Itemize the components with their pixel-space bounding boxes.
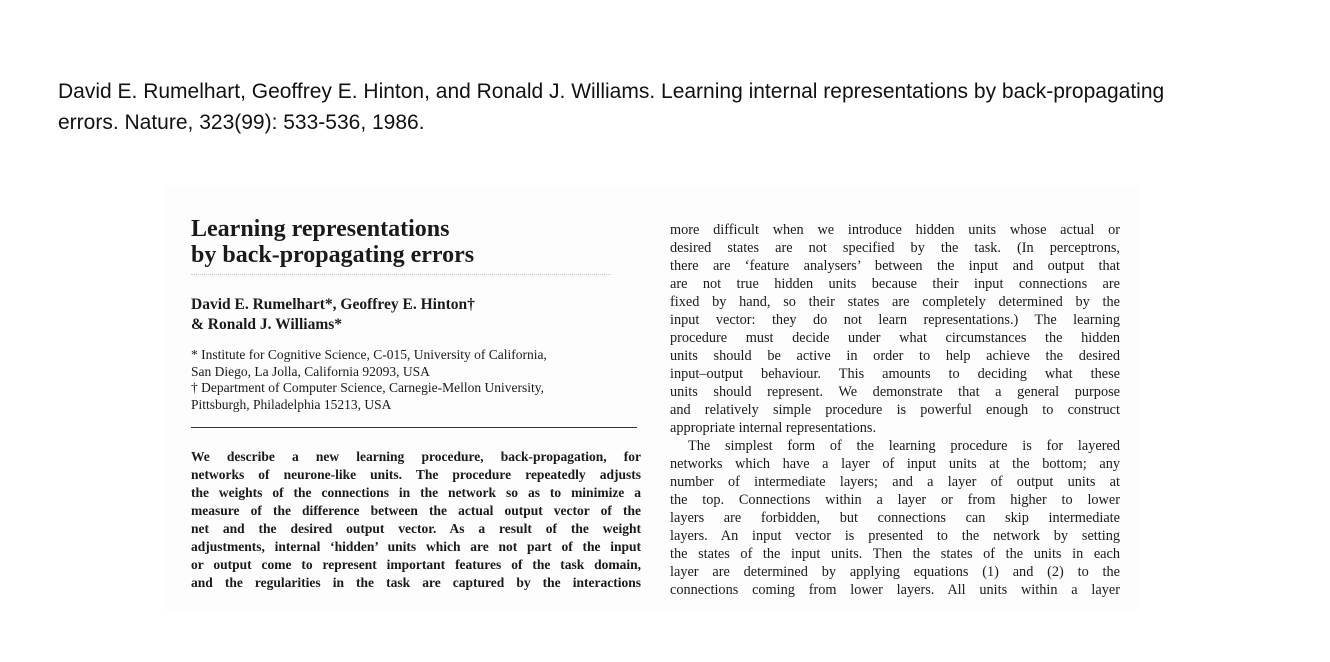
body-line: layer are determined by applying equations (1) and (2) to the (670, 564, 1120, 580)
body-line: the top. Connections within a layer or from higher to lower (670, 492, 1120, 508)
body-line: procedure must decide under what circumstances the hidden (670, 330, 1120, 346)
body-line: appropriate internal representations. (670, 420, 877, 436)
body-line: networks which have a layer of input units at the bottom; any (670, 456, 1120, 472)
left-column (191, 216, 641, 592)
body-line: input vector: they do not learn representations.) The learning (670, 312, 1120, 328)
section-divider (191, 427, 637, 428)
affiliation-line: † Department of Computer Science, Carnegie-Mellon University, (191, 380, 545, 395)
body-line: units should be active in order to help achieve the desired (670, 348, 1120, 364)
abstract-line: the weights of the connections in the network so as to minimize a (191, 485, 641, 500)
citation-line: David E. Rumelhart, Geoffrey E. Hinton, and Ronald J. Williams. Learning internal representations by back-propagating (58, 80, 1165, 103)
title-line: by back-propagating errors (191, 242, 475, 268)
abstract-line: measure of the difference between the actual output vector of the (191, 503, 641, 518)
body-line: and relatively simple procedure is powerful enough to construct (670, 402, 1120, 418)
abstract-line: net and the desired output vector. As a result of the weight (191, 521, 641, 536)
body-line: layers. An input vector is presented to the network by setting (670, 528, 1120, 544)
affiliation-line: Pittsburgh, Philadelphia 15213, USA (191, 396, 392, 412)
abstract-line: We describe a new learning procedure, back-propagation, for (191, 449, 641, 464)
body-line: The simplest form of the learning procedure is for layered (688, 438, 1120, 454)
body-line: desired states are not specified by the task. (In perceptrons, (670, 240, 1120, 256)
body-line: more difficult when we introduce hidden units whose actual or (670, 222, 1120, 238)
body-line: there are ‘feature analysers’ between the input and output that (670, 258, 1120, 274)
title-rule (191, 274, 611, 275)
body-line: layers are forbidden, but connections can skip intermediate (670, 510, 1120, 526)
right-column (670, 221, 1120, 599)
abstract-line: and the regularities in the task are captured by the interactions (191, 575, 641, 590)
abstract-line: adjustments, internal ‘hidden’ units which are not part of the input (191, 539, 641, 554)
affiliations (191, 347, 641, 413)
citation (58, 76, 1308, 138)
body-line: input–output behaviour. This amounts to deciding what these (670, 366, 1120, 382)
body-line: number of intermediate layers; and a layer of output units at (670, 474, 1120, 490)
paper-title (191, 216, 641, 268)
abstract (191, 448, 641, 592)
paper-scan-image (163, 186, 1139, 610)
affiliation-line: * Institute for Cognitive Science, C-015, University of California, (191, 347, 547, 362)
body-line: are not true hidden units because their input connections are (670, 276, 1120, 292)
body-line: the states of the input units. Then the states of the units in each (670, 546, 1120, 562)
citation-line: errors. Nature, 323(99): 533-536, 1986. (58, 111, 425, 134)
author-line: & Ronald J. Williams* (191, 316, 343, 333)
body-line: connections coming from lower layers. All units within a layer (670, 582, 1120, 598)
abstract-line: networks of neurone-like units. The procedure repeatedly adjusts (191, 467, 641, 482)
body-line: fixed by hand, so their states are completely determined by the (670, 294, 1120, 310)
author-line: David E. Rumelhart*, Geoffrey E. Hinton† (191, 296, 475, 313)
affiliation-line: San Diego, La Jolla, California 92093, USA (191, 363, 430, 379)
paper-authors (191, 295, 641, 335)
abstract-line: or output come to represent important features of the task domain, (191, 557, 641, 572)
title-line: Learning representations (191, 216, 450, 242)
body-line: units should represent. We demonstrate that a general purpose (670, 384, 1120, 400)
